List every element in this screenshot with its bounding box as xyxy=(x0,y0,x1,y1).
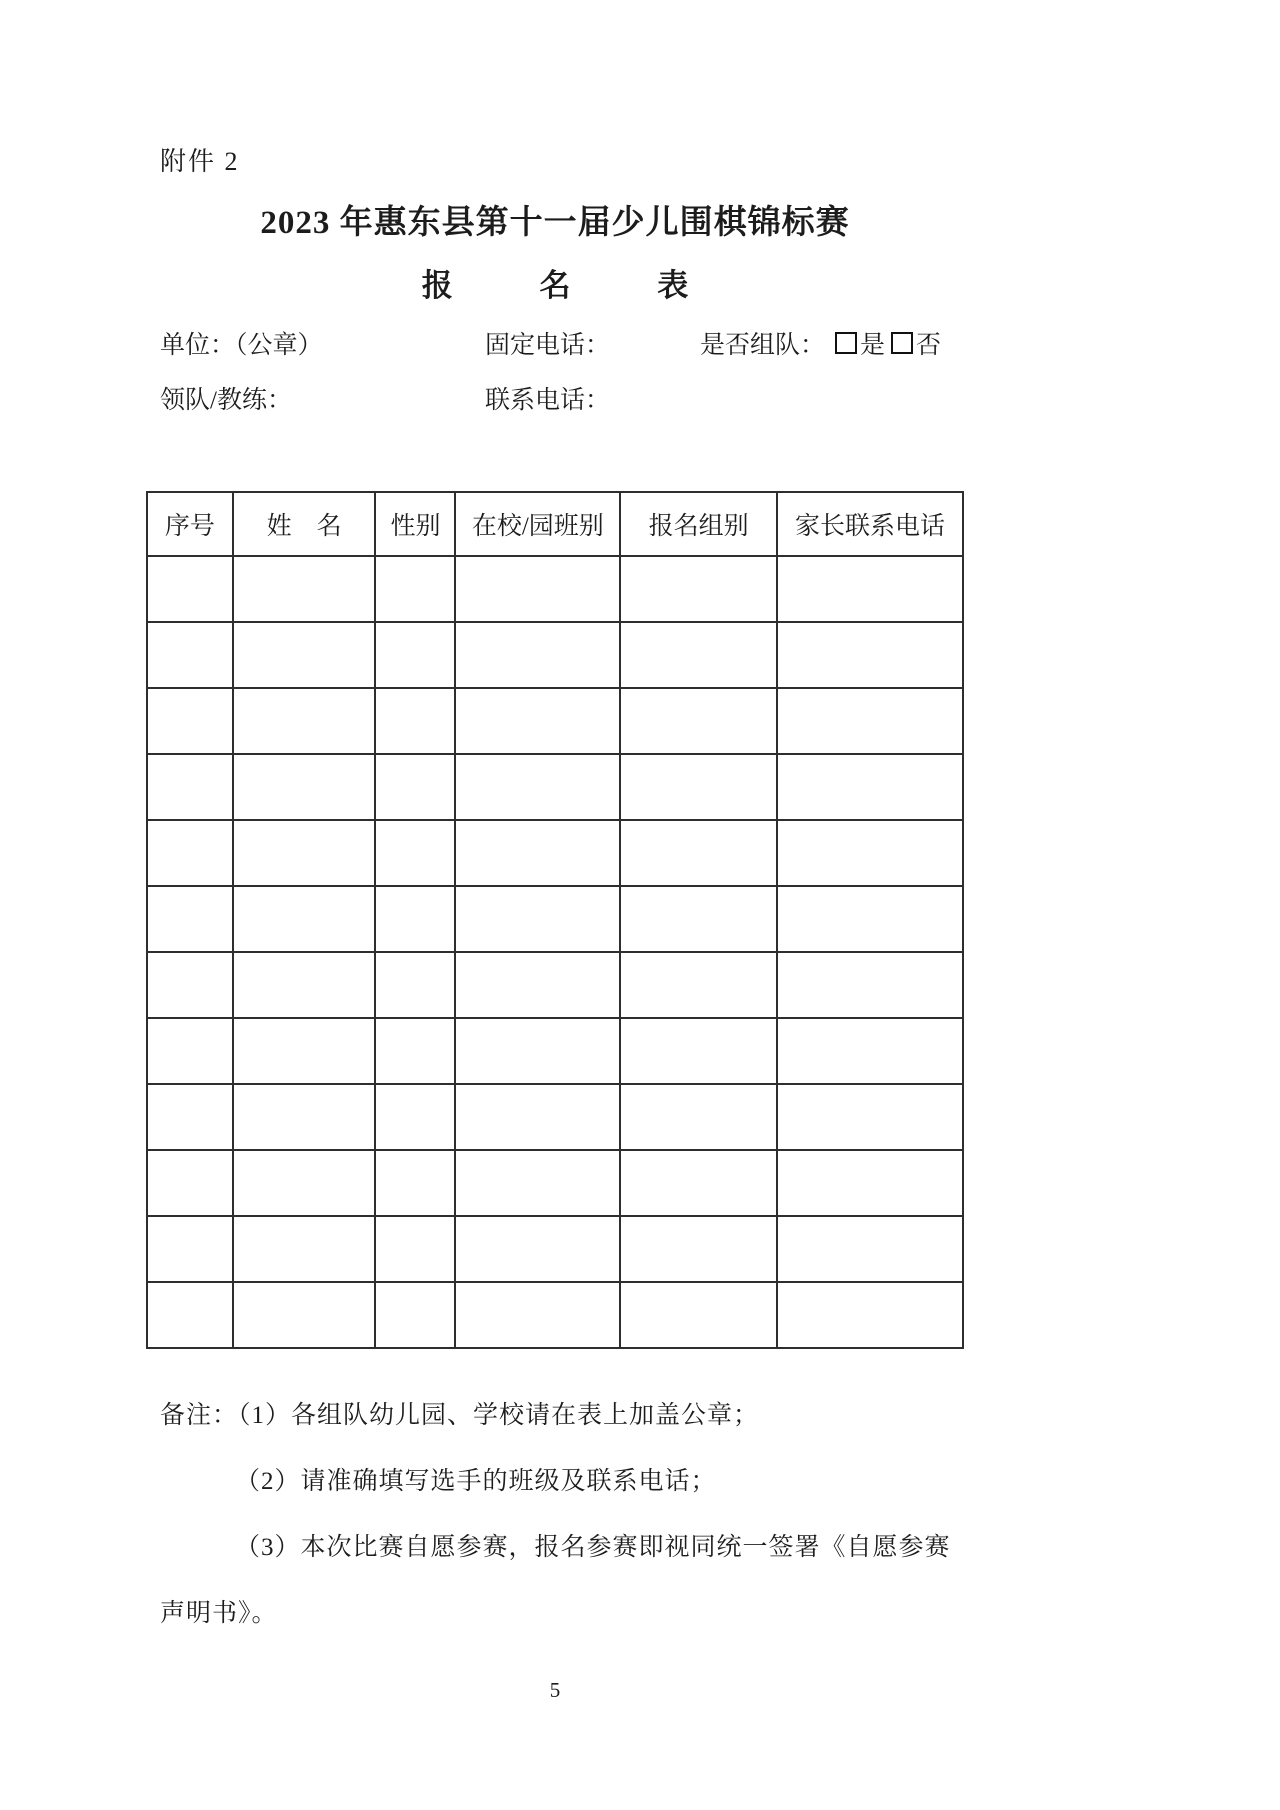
table-header-cell-class: 在校/园班别 xyxy=(455,492,620,556)
table-cell xyxy=(455,1216,620,1282)
unit-label: 单位：（公章） xyxy=(160,332,323,359)
attachment-label: 附件 2 xyxy=(160,147,240,176)
table-header-row xyxy=(147,492,963,556)
table-cell xyxy=(620,622,777,688)
table-cell xyxy=(620,754,777,820)
table-row xyxy=(147,1216,963,1282)
table-cell xyxy=(455,1150,620,1216)
team-question-label: 是否组队： xyxy=(700,332,826,359)
form-header-row-2 xyxy=(146,380,1146,414)
table-cell xyxy=(375,556,455,622)
table-cell xyxy=(620,556,777,622)
table-row xyxy=(147,556,963,622)
table-cell xyxy=(620,1216,777,1282)
table-cell xyxy=(147,688,233,754)
note-line-3: （3）本次比赛自愿参赛，报名参赛即视同统一签署《自愿参赛 xyxy=(235,1534,951,1561)
form-subtitle: 报名表 xyxy=(421,268,776,303)
table-cell xyxy=(233,1084,376,1150)
table-cell xyxy=(777,1150,963,1216)
table-cell xyxy=(620,1282,777,1348)
form-header-row-1 xyxy=(146,325,1146,359)
table-cell xyxy=(233,886,376,952)
table-cell xyxy=(233,622,376,688)
table-cell xyxy=(777,754,963,820)
table-row xyxy=(147,622,963,688)
table-header-cell-group: 报名组别 xyxy=(620,492,777,556)
table-cell xyxy=(455,886,620,952)
table-cell xyxy=(233,1282,376,1348)
table-header-cell-name: 姓 名 xyxy=(233,492,376,556)
table-header-cell-parent-phone: 家长联系电话 xyxy=(777,492,963,556)
table-cell xyxy=(620,1018,777,1084)
team-question-group xyxy=(700,325,941,361)
table-cell xyxy=(455,1282,620,1348)
table-cell xyxy=(620,886,777,952)
table-cell xyxy=(147,952,233,1018)
table-cell xyxy=(455,622,620,688)
table-cell xyxy=(620,1084,777,1150)
table-cell xyxy=(375,1282,455,1348)
table-cell xyxy=(147,1216,233,1282)
table-cell xyxy=(147,1084,233,1150)
checkbox-no-icon xyxy=(891,332,913,354)
table-cell xyxy=(777,1018,963,1084)
table-cell xyxy=(455,820,620,886)
table-cell xyxy=(455,556,620,622)
table-cell xyxy=(375,688,455,754)
table-cell xyxy=(147,1282,233,1348)
table-cell xyxy=(620,952,777,1018)
table-cell xyxy=(777,952,963,1018)
registration-table xyxy=(146,491,964,1349)
table-cell xyxy=(147,1150,233,1216)
table-cell xyxy=(375,1150,455,1216)
table-row xyxy=(147,1018,963,1084)
table-cell xyxy=(375,952,455,1018)
table-cell xyxy=(620,1150,777,1216)
table-cell xyxy=(233,952,376,1018)
table-cell xyxy=(375,622,455,688)
table-cell xyxy=(147,754,233,820)
table-cell xyxy=(233,820,376,886)
table-cell xyxy=(777,556,963,622)
table-row xyxy=(147,754,963,820)
table-cell xyxy=(375,820,455,886)
table-cell xyxy=(455,1018,620,1084)
team-no-label: 否 xyxy=(916,332,942,359)
table-row xyxy=(147,820,963,886)
table-cell xyxy=(777,886,963,952)
table-cell xyxy=(375,1216,455,1282)
table-cell xyxy=(455,1084,620,1150)
table-row xyxy=(147,1084,963,1150)
table-body xyxy=(147,556,963,1348)
table-cell xyxy=(455,754,620,820)
table-cell xyxy=(777,1216,963,1282)
table-cell xyxy=(147,622,233,688)
checkbox-yes-icon xyxy=(835,332,857,354)
table-cell xyxy=(620,820,777,886)
table-cell xyxy=(233,1018,376,1084)
table-cell xyxy=(233,688,376,754)
table-cell xyxy=(147,1018,233,1084)
table-cell xyxy=(233,556,376,622)
table-cell xyxy=(777,1084,963,1150)
table-row xyxy=(147,886,963,952)
table-row xyxy=(147,688,963,754)
table-cell xyxy=(147,820,233,886)
table-row xyxy=(147,1282,963,1348)
note-line-1: 备注：（1）各组队幼儿园、学校请在表上加盖公章； xyxy=(160,1402,760,1429)
page-number: 5 xyxy=(549,1678,561,1702)
table-cell xyxy=(375,1084,455,1150)
table-cell xyxy=(777,688,963,754)
table-cell xyxy=(375,886,455,952)
fixed-phone-label: 固定电话： xyxy=(485,332,611,359)
table-cell xyxy=(375,1018,455,1084)
table-row xyxy=(147,1150,963,1216)
table-cell xyxy=(147,556,233,622)
table-cell xyxy=(233,754,376,820)
table-cell xyxy=(233,1150,376,1216)
table-row xyxy=(147,952,963,1018)
team-yes-label: 是 xyxy=(860,332,886,359)
contact-phone-label: 联系电话： xyxy=(485,387,611,414)
table-cell xyxy=(777,1282,963,1348)
table-cell xyxy=(147,886,233,952)
table-cell xyxy=(455,688,620,754)
table-cell xyxy=(455,952,620,1018)
table-cell xyxy=(375,754,455,820)
table-header-cell-gender: 性别 xyxy=(375,492,455,556)
leader-coach-label: 领队/教练： xyxy=(160,387,292,414)
note-line-4: 声明书》。 xyxy=(160,1600,278,1627)
document-title: 2023 年惠东县第十一届少儿围棋锦标赛 xyxy=(260,205,850,241)
table-cell xyxy=(777,820,963,886)
table-header-cell-index: 序号 xyxy=(147,492,233,556)
table-cell xyxy=(620,688,777,754)
table-cell xyxy=(233,1216,376,1282)
note-line-2: （2）请准确填写选手的班级及联系电话； xyxy=(235,1468,717,1495)
table-cell xyxy=(777,622,963,688)
